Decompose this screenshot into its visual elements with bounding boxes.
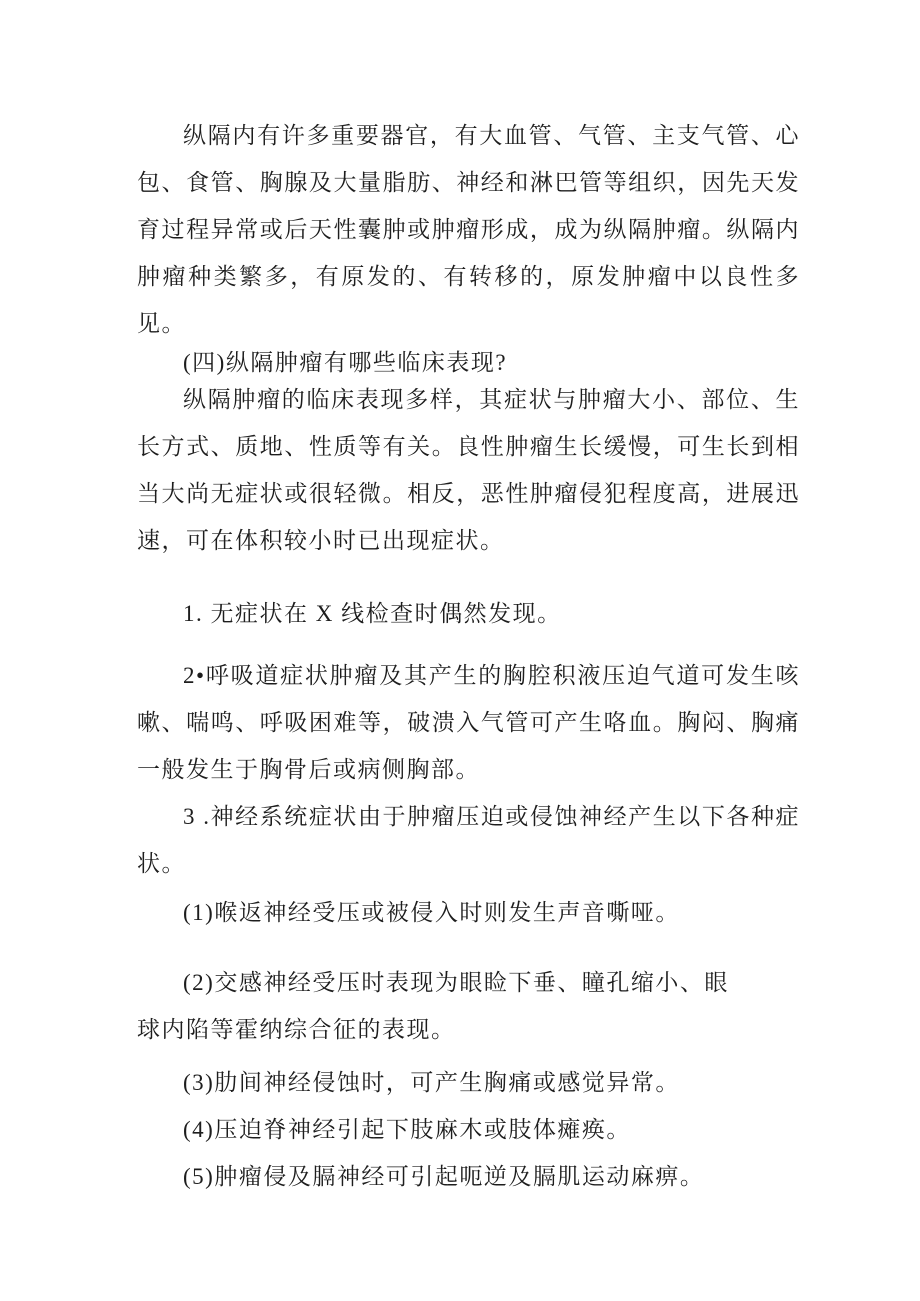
heading-section-4-clinical-manifestations: (四)纵隔肿瘤有哪些临床表现?	[183, 350, 508, 375]
para-sub-1-recurrent-laryngeal-nerve: (1)喉返神经受压或被侵入时则发生声音嘶哑。	[183, 900, 680, 925]
para-mediastinum-organs: 纵隔内有许多重要器官，有大血管、气管、主支气管、心包、食管、胸腺及大量脂肪、神经和淋巴管等组织，因先天发育过程异常或后天性囊肿或肿瘤形成，成为纵隔肿瘤。纵隔内肿瘤种类繁多，有原发的、有转移的，原发肿瘤中以良性多见。	[137, 123, 800, 336]
para-sub-2-line-1: (2)交感神经受压时表现为眼睑下垂、瞳孔缩小、眼	[183, 970, 729, 995]
para-sub-2-line-2: 球内陷等霍纳综合征的表现。	[137, 1017, 456, 1042]
para-item-3-neurological-symptoms: 3 .神经系统症状由于肿瘤压迫或侵蚀神经产生以下各种症状。	[137, 804, 800, 876]
para-sub-4-spinal-nerve: (4)压迫脊神经引起下肢麻木或肢体瘫痪。	[183, 1117, 631, 1142]
para-sub-5-phrenic-nerve: (5)肿瘤侵及膈神经可引起呃逆及膈肌运动麻痹。	[183, 1164, 705, 1189]
para-sub-3-intercostal-nerve: (3)肋间神经侵蚀时，可产生胸痛或感觉异常。	[183, 1070, 680, 1095]
para-item-1-asymptomatic: 1. 无症状在 X 线检查时偶然发现。	[183, 601, 562, 626]
para-sub-2-horner-syndrome	[137, 959, 800, 1053]
para-item-2-respiratory-symptoms: 2•呼吸道症状肿瘤及其产生的胸腔积液压迫气道可发生咳嗽、喘鸣、呼吸困难等，破溃入气管可产生咯血。胸闷、胸痛一般发生于胸骨后或病侧胸部。	[137, 663, 800, 782]
para-clinical-overview: 纵隔肿瘤的临床表现多样，其症状与肿瘤大小、部位、生长方式、质地、性质等有关。良性肿瘤生长缓慢，可生长到相当大尚无症状或很轻微。相反，恶性肿瘤侵犯程度高，进展迅速，可在体积较小时已出现症状。	[137, 387, 800, 553]
